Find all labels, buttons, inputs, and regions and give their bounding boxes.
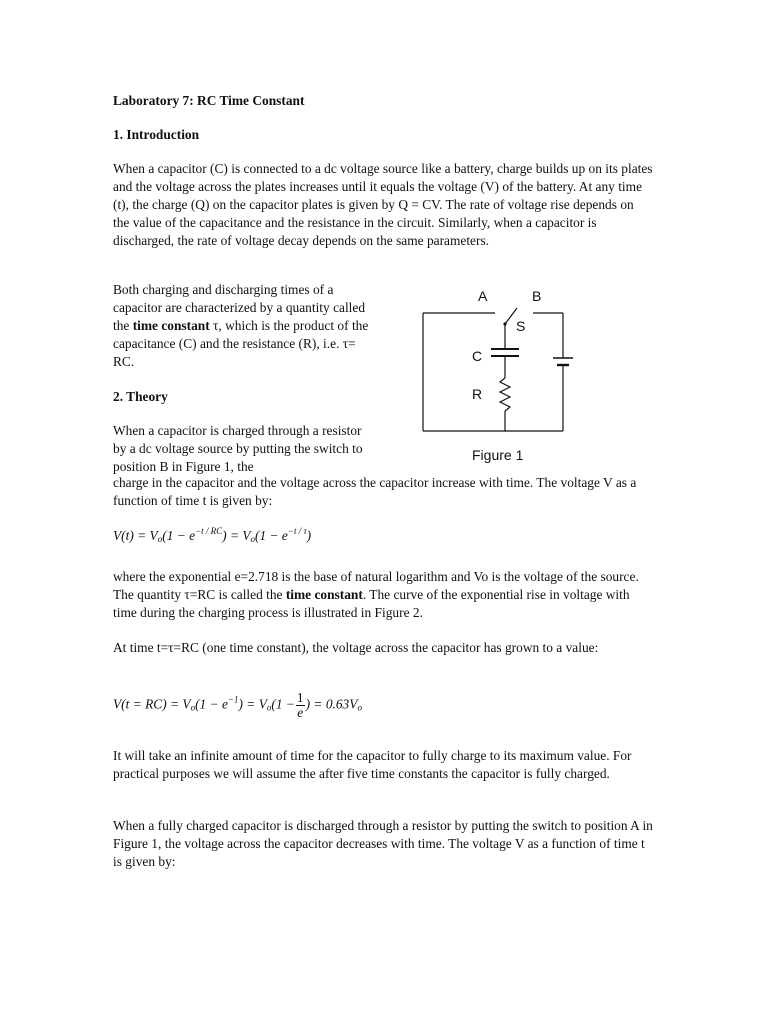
label-r: R [472,386,483,402]
theory-paragraph-5: When a fully charged capacitor is discharged through a resistor by putting the switch to position A in Figure 1, the voltage across the capacitor decreases with time. The voltage V as a function of time t is given by: [113,818,653,869]
theory-paragraph-1: When a capacitor is charged through a resistor by a dc voltage source by putting the switch to position B in Figure 1, the [113,423,363,474]
label-a: A [478,288,488,304]
theory-paragraph-2: where the exponential e=2.718 is the base of natural logarithm and Vo is the voltage of the source. The quantity τ=RC is called the time constant. The curve of the exponential rise in voltage with time during the charging process is illustrated in Figure 2. [113,569,639,620]
theory-heading: 2. Theory [113,389,168,404]
one-over-e-fraction: $\frac{1}{e}$ [296,690,304,720]
resistor-zigzag [500,378,510,411]
label-b: B [532,288,542,304]
theory-paragraph-4: It will take an infinite amount of time for the capacitor to fully charge to its maximum value. For practical purposes we will assume the after five time constants the capacitor is fully charged. [113,748,632,781]
document-title: Laboratory 7: RC Time Constant [113,93,305,108]
time-constant-term: time constant [132,318,210,333]
theory-paragraph-1-cont: charge in the capacitor and the voltage across the capacitor increase with time. The voltage V as a function of time t is given by: [113,475,637,508]
label-s: S [516,318,526,334]
intro-heading: 1. Introduction [113,127,200,142]
intro-paragraph-2: Both charging and discharging times of a capacitor are characterized by a quantity called the time constant τ, which is the product of the capacitance (C) and the resistance (R), i.e. τ= RC. [113,282,369,369]
charging-equation: $V(t) = V_o(1 - e^{-t / RC}) = V_o(1 - e^{-t / \tau})$ [113,526,312,544]
label-c: C [472,348,483,364]
theory-paragraph-3: At time t=τ=RC (one time constant), the voltage across the capacitor has grown to a value: [113,640,599,655]
one-tau-equation: $V(t = RC) = V_o(1 - e^{-1}) = V_o(1$ − $\frac{1}{e}$ ) = $0.63V_o$ [113,690,362,720]
figure-caption: Figure 1 [472,447,524,463]
switch-pivot [503,322,506,325]
rc-circuit-figure [415,282,585,472]
time-constant-term-2: time constant [285,587,363,602]
intro-paragraph-1: When a capacitor (C) is connected to a dc voltage source like a battery, charge builds up on its plates and the voltage across the plates increases until it equals the voltage (V) of the battery. At any time (t), the charge (Q) on the capacitor plates is given by Q = CV. The rate of voltage rise depends on the value of the capacitance and the resistance in the circuit. Similarly, when a capacitor is discharged, the rate of voltage decay depends on the same parameters. [113,161,653,248]
